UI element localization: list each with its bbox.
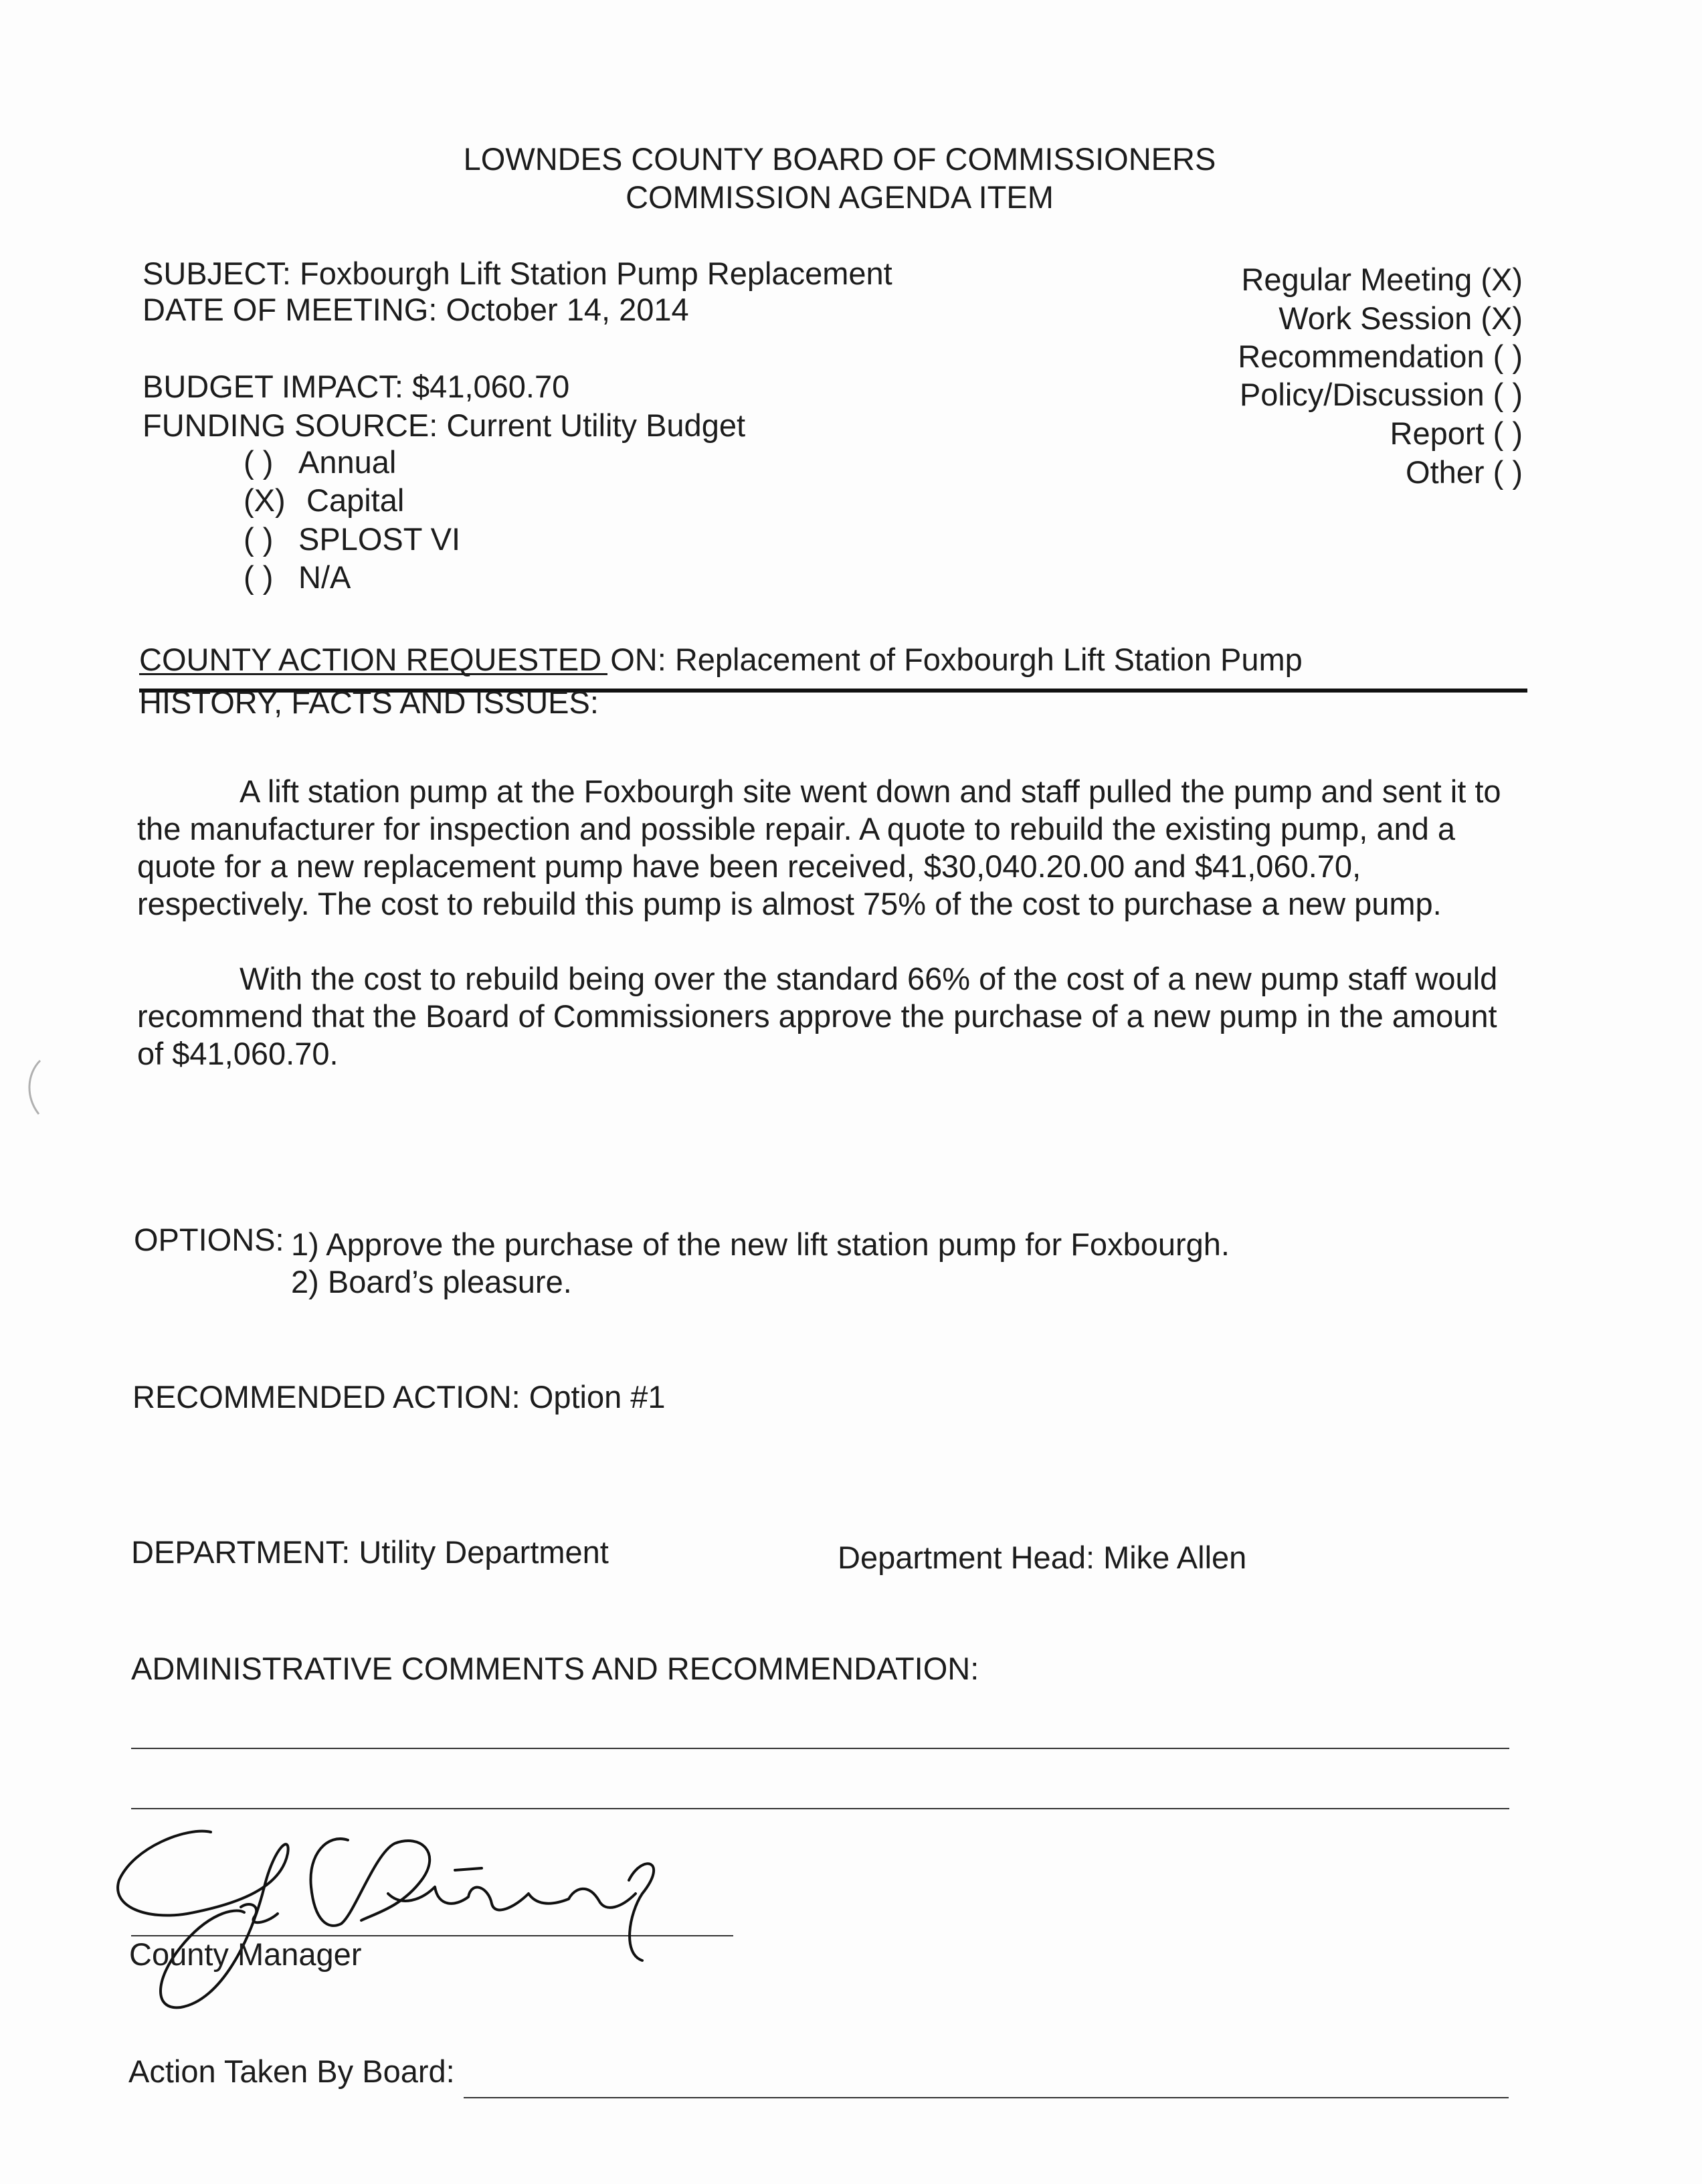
funding-option-label: Capital <box>306 482 405 518</box>
action-requested-underline <box>139 673 607 675</box>
history-paragraph-2: With the cost to rebuild being over the standard 66% of the cost of a new pump staff would recommend that the Board of Commissioners approve the purchase of a new pump in the amount of $41,060.70. <box>137 961 1498 1071</box>
funding-option-mark: ( ) <box>244 559 274 595</box>
option-2: 2) Board’s pleasure. <box>291 1264 572 1299</box>
meeting-type-recommendation: Recommendation ( ) <box>1238 339 1523 374</box>
recommended-action: RECOMMENDED ACTION: Option #1 <box>132 1379 666 1415</box>
history-heading: HISTORY, FACTS AND ISSUES: <box>139 685 599 720</box>
header-subtitle: COMMISSION AGENDA ITEM <box>626 179 1054 215</box>
subject: SUBJECT: Foxbourgh Lift Station Pump Replacement <box>143 256 892 291</box>
action-taken-label: Action Taken By Board: <box>128 2054 455 2089</box>
meeting-type-report: Report ( ) <box>1390 416 1523 451</box>
funding-option-mark: ( ) <box>244 444 274 480</box>
option-1: 1) Approve the purchase of the new lift station pump for Foxbourgh. <box>291 1226 1230 1262</box>
admin-comments-heading: ADMINISTRATIVE COMMENTS AND RECOMMENDATION: <box>131 1651 979 1686</box>
header-title: LOWNDES COUNTY BOARD OF COMMISSIONERS <box>463 141 1216 177</box>
funding-option-label: N/A <box>298 559 351 595</box>
funding-option-mark: ( ) <box>244 521 274 557</box>
funding-option-label: Annual <box>298 444 397 480</box>
options-label: OPTIONS: <box>134 1222 284 1257</box>
meeting-type-policy: Policy/Discussion ( ) <box>1239 377 1523 412</box>
funding-source: FUNDING SOURCE: Current Utility Budget <box>143 407 746 443</box>
department-head: Department Head: Mike Allen <box>838 1540 1247 1575</box>
date-of-meeting: DATE OF MEETING: October 14, 2014 <box>143 292 689 327</box>
history-paragraph-1: A lift station pump at the Foxbourgh site went down and staff pulled the pump and sent it to the manufacturer for inspection and possible repair. A quote to rebuild the existing pump, and a quote for a new replacement pump have been received, $30,040.20.00 and $41,060.70, respectively. The cost to rebuild this pump is almost 75% of the cost to purchase a new pump. <box>137 774 1501 921</box>
scan-mark <box>20 1057 47 1117</box>
action-taken-line <box>464 2097 1509 2098</box>
comment-line-1 <box>131 1748 1509 1749</box>
budget-impact: BUDGET IMPACT: $41,060.70 <box>143 369 570 404</box>
county-manager-label: County Manager <box>129 1936 362 1972</box>
department: DEPARTMENT: Utility Department <box>131 1534 609 1570</box>
funding-option-label: SPLOST VI <box>298 521 461 557</box>
meeting-type-other: Other ( ) <box>1406 454 1523 490</box>
meeting-type-work-session: Work Session (X) <box>1279 300 1523 336</box>
meeting-type-regular: Regular Meeting (X) <box>1241 262 1523 297</box>
funding-option-mark: (X) <box>244 482 286 518</box>
signature <box>107 1807 669 2021</box>
action-requested: COUNTY ACTION REQUESTED ON: Replacement of Foxbourgh Lift Station Pump <box>139 642 1303 677</box>
